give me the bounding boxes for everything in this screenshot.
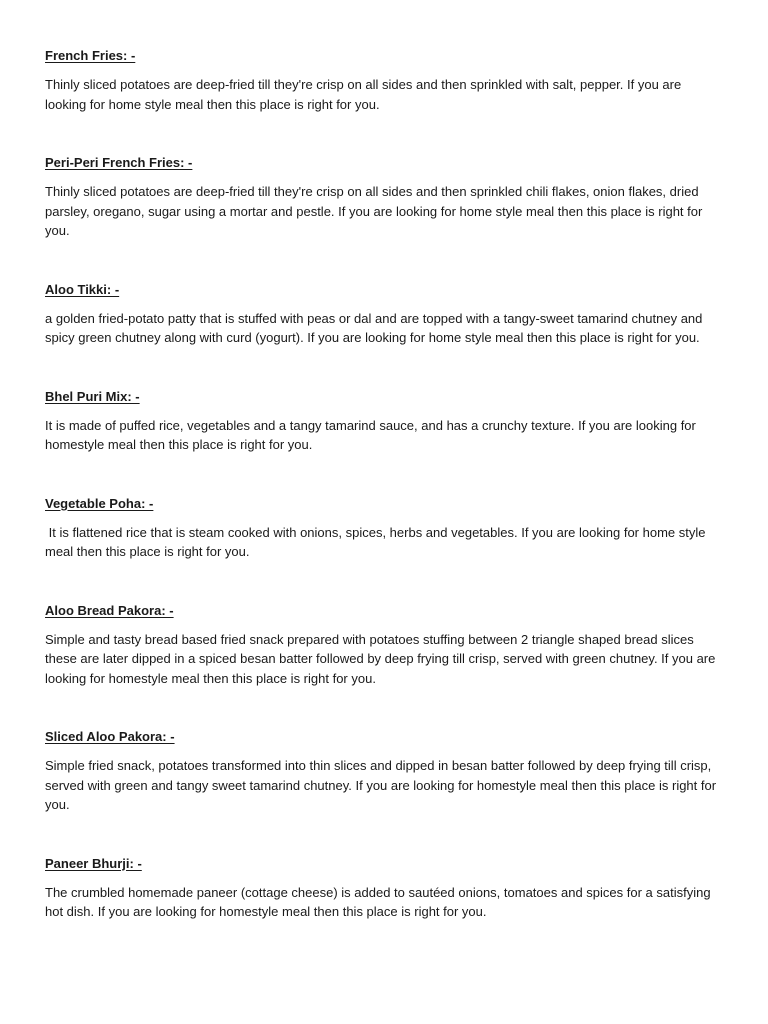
item-description: Thinly sliced potatoes are deep-fried till they're crisp on all sides and then sprinkled with salt, pepper. If you are looking for home style meal then this place is right for you. — [45, 77, 682, 112]
item-description: Simple fried snack, potatoes transformed into thin slices and dipped in besan batter followed by deep frying till crisp, served with green and tangy sweet tamarind chutney. If you are looking for homestyle meal then this place is right for you. — [45, 758, 717, 812]
item-description: a golden fried-potato patty that is stuffed with peas or dal and are topped with a tangy-sweet tamarind chutney and spicy green chutney along with curd (yogurt). If you are looking for home style meal then this place is right for you. — [45, 310, 703, 345]
item-heading: Aloo Tikki: - — [45, 281, 120, 297]
item-description: It is flattened rice that is steam cooked with onions, spices, herbs and vegetables. If you are looking for home style meal then this place is right for you. — [45, 524, 710, 559]
menu-item-bhel-puri-mix — [45, 387, 725, 455]
item-heading: Aloo Bread Pakora: - — [45, 602, 174, 618]
document-page — [45, 46, 725, 922]
item-heading: Paneer Bhurji: - — [45, 855, 142, 871]
menu-item-aloo-tikki — [45, 280, 725, 348]
item-description: Simple and tasty bread based fried snack prepared with potatoes stuffing between 2 triangle shaped bread slices these are later dipped in a spiced besan batter followed by deep frying till crisp, served with green chutney. If you are looking for homestyle meal then this place is right for you. — [45, 631, 716, 686]
item-heading: Sliced Aloo Pakora: - — [45, 729, 175, 744]
item-heading: Peri-Peri French Fries: - — [45, 155, 193, 170]
menu-item-paneer-bhurji — [45, 854, 725, 922]
menu-item-peri-peri-french-fries — [45, 153, 725, 241]
menu-item-aloo-bread-pakora — [45, 601, 725, 689]
menu-item-french-fries — [45, 46, 725, 114]
item-heading: Bhel Puri Mix: - — [45, 388, 140, 404]
item-heading: Vegetable Poha: - — [45, 495, 154, 511]
menu-item-sliced-aloo-pakora — [45, 727, 725, 815]
item-description: The crumbled homemade paneer (cottage cheese) is added to sautéed onions, tomatoes and spices for a satisfying hot dish. If you are looking for homestyle meal then this place is right for you. — [45, 884, 711, 919]
menu-item-vegetable-poha — [45, 494, 725, 562]
item-description: Thinly sliced potatoes are deep-fried till they're crisp on all sides and then sprinkled chili flakes, onion flakes, dried parsley, oregano, sugar using a mortar and pestle. If you are looking for home style meal then this place is right for you. — [45, 184, 703, 238]
item-heading: French Fries: - — [45, 48, 136, 63]
item-description: It is made of puffed rice, vegetables and a tangy tamarind sauce, and has a crunchy texture. If you are looking for homestyle meal then this place is right for you. — [45, 417, 696, 452]
